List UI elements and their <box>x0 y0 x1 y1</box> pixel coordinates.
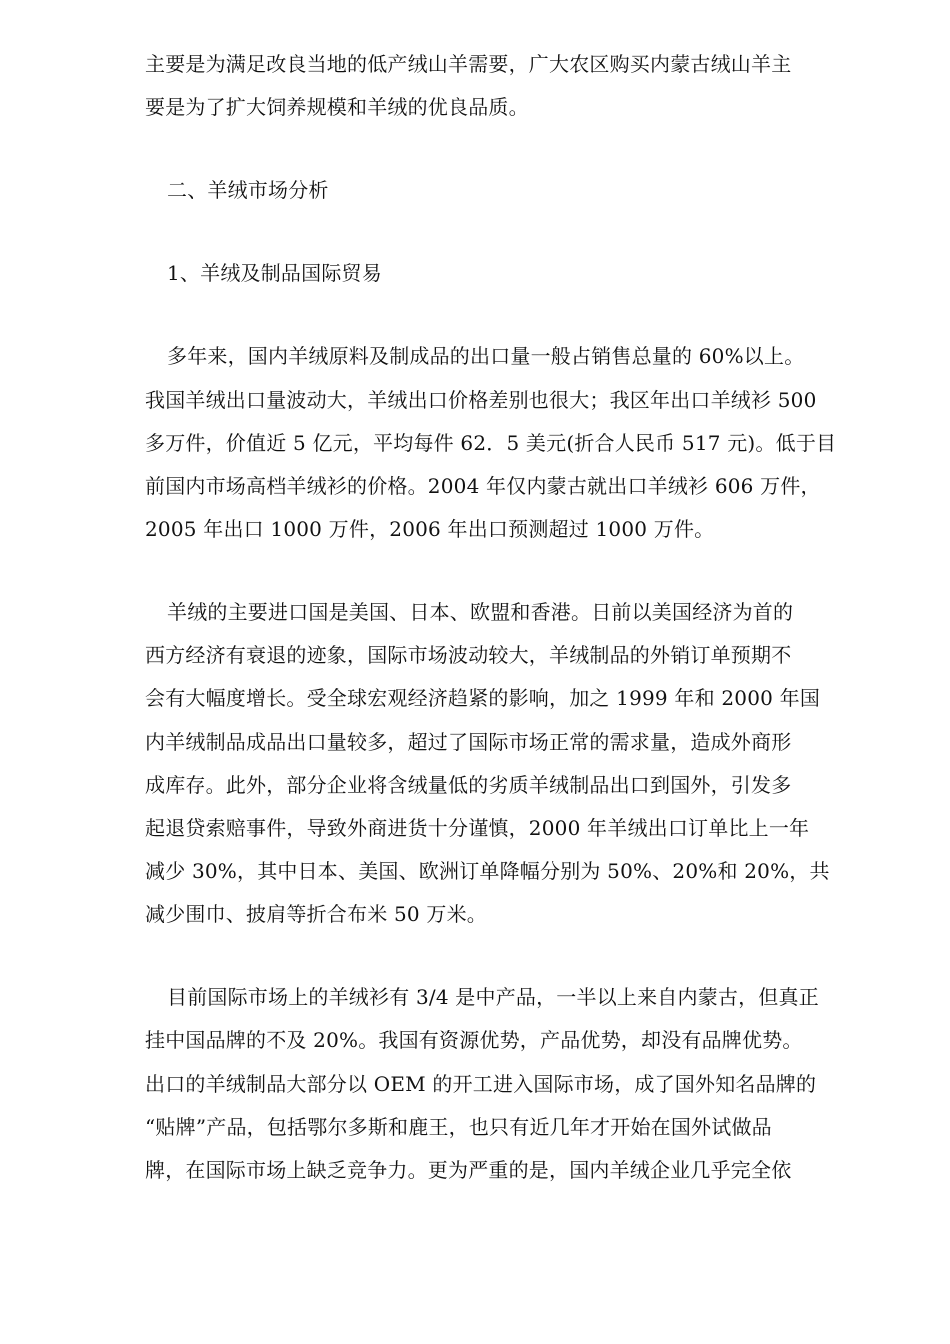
paragraph-line: 多年来，国内羊绒原料及制成品的出口量一般占销售总量的 60%以上。 <box>167 344 805 368</box>
subsection-heading: 1、羊绒及制品国际贸易 <box>167 261 382 285</box>
paragraph-line: 我国羊绒出口量波动大，羊绒出口价格差别也很大；我区年出口羊绒衫 500 <box>145 388 817 412</box>
paragraph-line: 牌，在国际市场上缺乏竞争力。更为严重的是，国内羊绒企业几乎完全依 <box>145 1158 792 1182</box>
paragraph-line: 要是为了扩大饲养规模和羊绒的优良品质。 <box>145 95 529 119</box>
paragraph-line: 前国内市场高档羊绒衫的价格。2004 年仅内蒙古就出口羊绒衫 606 万件， <box>145 474 821 498</box>
paragraph-line: 减少围巾、披肩等折合布米 50 万米。 <box>145 902 487 926</box>
paragraph-line: 主要是为满足改良当地的低产绒山羊需要，广大农区购买内蒙古绒山羊主 <box>145 52 792 76</box>
section-heading: 二、羊绒市场分析 <box>167 178 329 202</box>
paragraph-line: 多万件，价值近 5 亿元，平均每件 62．5 美元(折合人民币 517 元)。低于目 <box>145 431 837 455</box>
paragraph-line: 内羊绒制品成品出口量较多，超过了国际市场正常的需求量，造成外商形 <box>145 730 792 754</box>
paragraph-line: 出口的羊绒制品大部分以 OEM 的开工进入国际市场，成了国外知名品牌的 <box>145 1072 817 1096</box>
paragraph-line: 会有大幅度增长。受全球宏观经济趋紧的影响，加之 1999 年和 2000 年国 <box>145 686 821 710</box>
paragraph-line: 目前国际市场上的羊绒衫有 3/4 是中产品，一半以上来自内蒙古，但真正 <box>167 985 819 1009</box>
paragraph-line: “贴牌”产品，包括鄂尔多斯和鹿王，也只有近几年才开始在国外试做品 <box>145 1115 772 1139</box>
paragraph-line: 羊绒的主要进口国是美国、日本、欧盟和香港。日前以美国经济为首的 <box>167 600 794 624</box>
paragraph-line: 减少 30%，其中日本、美国、欧洲订单降幅分别为 50%、20%和 20%，共 <box>145 859 830 883</box>
paragraph-line: 西方经济有衰退的迹象，国际市场波动较大，羊绒制品的外销订单预期不 <box>145 643 792 667</box>
paragraph-line: 2005 年出口 1000 万件，2006 年出口预测超过 1000 万件。 <box>145 517 715 541</box>
paragraph-line: 成库存。此外，部分企业将含绒量低的劣质羊绒制品出口到国外，引发多 <box>145 773 792 797</box>
paragraph-line: 挂中国品牌的不及 20%。我国有资源优势，产品优势，却没有品牌优势。 <box>145 1028 803 1052</box>
paragraph-line: 起退贷索赔事件，导致外商进货十分谨慎，2000 年羊绒出口订单比上一年 <box>145 816 810 840</box>
